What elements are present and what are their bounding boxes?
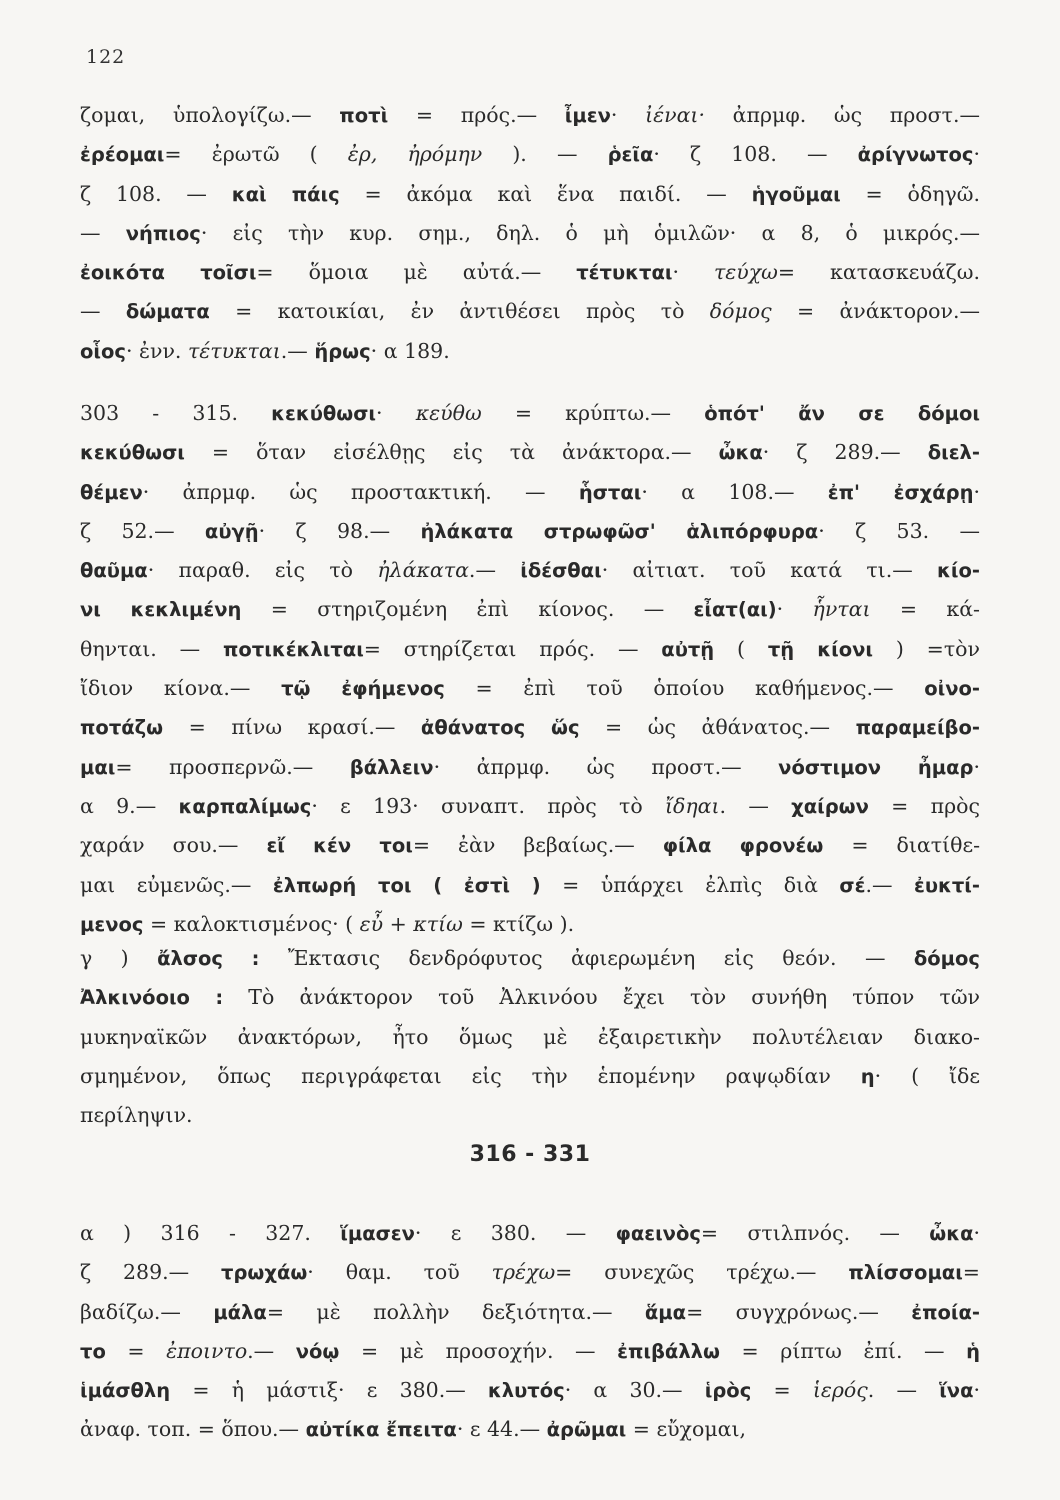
gloss-text: = ἀκόμα καὶ ἕνα παιδί. — <box>339 181 752 206</box>
lemma-term: ἐλπωρή τοι ( ἐστὶ ) <box>272 873 541 897</box>
text-line <box>80 214 980 253</box>
lemma-term: δώματα <box>125 300 210 324</box>
lemma-term: θέμεν <box>80 480 143 504</box>
gloss-text: .— <box>865 872 914 897</box>
lemma-term: βάλλειν <box>349 755 434 779</box>
text-line <box>80 1096 980 1135</box>
gloss-text: = πρός.— <box>388 103 565 127</box>
gloss-text: = ὁδηγῶ. <box>840 181 980 206</box>
gloss-text: θηνται. — <box>80 636 223 661</box>
gloss-text: γ ) <box>80 946 158 970</box>
gloss-text: = πίνω κρασί.— <box>163 715 421 740</box>
text-line <box>80 394 980 433</box>
text-line <box>80 1214 980 1253</box>
gloss-text: · <box>973 1221 980 1245</box>
text-line <box>80 292 980 331</box>
gloss-text: ζ 108. — <box>80 181 232 206</box>
gloss-text: · <box>973 1378 980 1403</box>
text-line <box>80 551 980 590</box>
gloss-text: · <box>376 401 416 425</box>
lemma-term: κλυτός <box>487 1379 565 1403</box>
lemma-term: ἱμάσθλη <box>80 1379 171 1403</box>
gloss-text: = εὔχομαι, <box>626 1417 747 1442</box>
italic-form: τέτυκται <box>187 338 281 363</box>
gloss-text: · ζ 98.— <box>258 518 421 543</box>
lemma-term: διελ- <box>927 441 980 465</box>
gloss-text: ζ 52.— <box>80 518 205 543</box>
lemma-term: αὐτῇ <box>661 637 715 661</box>
gloss-text: = στηρίζεται πρός. — <box>363 636 662 661</box>
gloss-text: ἀναφ. τοπ. = ὅπου.— <box>80 1417 306 1442</box>
lemma-term: ἐοικότα τοῖσι <box>80 261 257 285</box>
lemma-term: ἀρίγνωτος <box>857 143 974 167</box>
text-line <box>80 332 980 371</box>
lemma-term: νόστιμον ἦμαρ <box>778 755 974 779</box>
gloss-text: = μὲ πολλὴν δεξιότητα.— <box>266 1299 645 1324</box>
lemma-term: κεκύθωσι <box>80 441 185 465</box>
gloss-text: = ὅταν εἰσέλθῃς εἰς τὰ ἀνάκτορα.— <box>184 440 719 465</box>
lemma-term: ἡ <box>966 1339 980 1363</box>
paragraph-2 <box>80 394 980 944</box>
gloss-text: ἀπρμφ. ὡς πρoστ.— <box>704 103 980 127</box>
gloss-text: · α 108.— <box>641 479 828 504</box>
text-line <box>80 1253 980 1292</box>
text-line <box>80 939 980 978</box>
lemma-term: τῇ κίονι <box>767 637 874 661</box>
gloss-text: = κατασκευάζω. <box>777 260 980 285</box>
gloss-text: Ἔκτασις δενδρόφυτος ἀφιερωμένη εἰς θεόν. — <box>259 946 914 970</box>
gloss-text: · <box>776 597 813 622</box>
lemma-term: ἱρὸς <box>704 1379 752 1403</box>
gloss-text: = ἀνάκτορον.— <box>771 299 980 324</box>
gloss-text: = ἐρωτῶ ( <box>164 142 348 167</box>
gloss-text: · ζ 53. — <box>818 518 981 543</box>
italic-form: ἠλάκατα <box>377 558 469 583</box>
gloss-text: = πρὸς <box>868 793 980 818</box>
text-line <box>80 826 980 865</box>
gloss-text: σμημένον, ὅπως περιγράφεται εἰς τὴν ἑπομένην ραψῳδίαν <box>80 1063 861 1088</box>
text-line <box>80 473 980 512</box>
gloss-text: · ε 193· συναπτ. πρὸς τὸ <box>311 793 665 818</box>
lemma-term: νόῳ <box>295 1339 340 1363</box>
lemma-term: πλίσσομαι <box>848 1261 963 1285</box>
gloss-text: .— <box>247 1338 296 1363</box>
text-line <box>80 1332 980 1371</box>
lemma-term: ἡγοῦμαι <box>751 182 841 206</box>
lemma-term: ἥρως <box>314 339 371 363</box>
lemma-term: ἰδέσθαι <box>520 559 602 583</box>
gloss-text: = ἐπὶ τοῦ ὁποίου καθήμενος.— <box>444 676 925 701</box>
gloss-text: = <box>962 1260 980 1285</box>
gloss-text: .— <box>280 338 315 363</box>
text-line <box>80 512 980 551</box>
italic-form: ἴδηαι <box>664 793 720 818</box>
lemma-term: δόμος <box>913 947 980 970</box>
gloss-text: βαδίζω.— <box>80 1299 214 1324</box>
italic-form: τρέχω <box>491 1260 556 1285</box>
lemma-term: καὶ πάις <box>231 182 340 206</box>
lemma-term: κεκύθωσι <box>271 402 377 425</box>
gloss-text: · <box>973 142 980 167</box>
gloss-text: · ζ 108. — <box>653 142 858 167</box>
lemma-term: ῥεῖα <box>607 143 654 167</box>
text-line <box>80 669 980 708</box>
text-line <box>80 1293 980 1332</box>
gloss-text: · <box>610 103 646 127</box>
page-number: 122 <box>86 46 126 68</box>
lemma-term: χαίρων <box>791 794 869 818</box>
text-line <box>80 1018 980 1057</box>
lemma-term: Ἀλκινόοιο : <box>80 986 224 1010</box>
gloss-text: . — <box>867 1378 940 1403</box>
lemma-term: οἷος <box>80 339 126 363</box>
lemma-term: σέ <box>839 873 866 897</box>
text-line <box>80 866 980 905</box>
text-line <box>80 1410 980 1449</box>
italic-form: δόμος <box>709 299 772 324</box>
gloss-text: = μὲ προσοχήν. — <box>339 1338 618 1363</box>
gloss-text: ζομαι, ὑπολογίζω.— <box>80 103 340 127</box>
section-heading: 316 - 331 <box>469 1142 591 1167</box>
paragraph-1 <box>80 96 980 371</box>
italic-form: ἐρ, ἠρόμην <box>347 142 483 167</box>
lemma-term: νι κεκλιμένη <box>80 598 242 622</box>
gloss-text: α 9.— <box>80 793 179 818</box>
gloss-text: ἴδιον κίονα.— <box>80 676 282 701</box>
gloss-text: ζ 289.— <box>80 1260 222 1285</box>
lemma-term: εἴ κέν τοι <box>266 834 413 858</box>
lemma-term: ὁπότ' ἄν σε δόμοι <box>704 402 980 425</box>
lemma-term: οἰνο- <box>924 677 980 701</box>
gloss-text: · α 189. <box>370 338 450 363</box>
lemma-term: ἵνα <box>939 1379 974 1403</box>
lemma-term: τῷ ἐφήμενος <box>281 677 445 701</box>
lemma-term: ἐυκτί- <box>913 873 980 897</box>
lemma-term: το <box>80 1339 106 1363</box>
lemma-term: καρπαλίμως <box>178 794 312 818</box>
italic-form: ἧνται <box>812 597 871 622</box>
gloss-text: .— <box>468 558 521 583</box>
lemma-term: θαῦμα <box>80 559 148 583</box>
lemma-term: ἀθάνατος ὥς <box>420 716 580 740</box>
lemma-term: νήπιος <box>125 221 201 245</box>
lemma-term: εἶατ(αι) <box>693 598 777 622</box>
text-line <box>80 978 980 1017</box>
italic-form: τεύχω <box>713 260 778 285</box>
gloss-text: = στιλπνός. — <box>700 1221 930 1245</box>
gloss-text: ) =τὸν <box>873 636 980 661</box>
gloss-text: 303 - 315. <box>80 401 272 425</box>
lemma-term: ἄλσος : <box>157 947 260 970</box>
gloss-text: ( <box>714 636 768 661</box>
gloss-text: · ἀπρμφ. ὡς προστ.— <box>433 754 779 779</box>
gloss-text: = προσπερνῶ.— <box>115 754 350 779</box>
lemma-term: φαεινὸς <box>615 1222 701 1245</box>
gloss-text: μαι εὐμενῶς.— <box>80 872 273 897</box>
gloss-text: α ) 316 - 327. <box>80 1221 341 1245</box>
lemma-term: αὐτίκα ἔπειτα <box>305 1418 457 1442</box>
italic-form: κεύθω <box>415 401 482 425</box>
lemma-term: ἅμα <box>644 1300 687 1324</box>
gloss-text: Τὸ ἀνάκτορον τοῦ Ἀλκινόου ἔχει τὸν συνήθη τύπον τῶν <box>223 985 980 1010</box>
lemma-term: ποτὶ <box>339 104 389 127</box>
gloss-text: = συνεχῶς τρέχω.— <box>555 1260 849 1285</box>
gloss-text: περίληψιν. <box>80 1103 193 1128</box>
gloss-text: · ε 380. — <box>414 1221 616 1245</box>
text-line <box>80 748 980 787</box>
gloss-text: = καλοκτισμένος· ( <box>143 911 360 936</box>
text-line <box>80 1371 980 1410</box>
lemma-term: ἧσται <box>578 480 642 504</box>
text-line <box>80 630 980 669</box>
gloss-text: · ( ἴδε <box>874 1063 980 1088</box>
lemma-term: ἵμασεν <box>340 1222 415 1245</box>
paragraph-3 <box>80 939 980 1135</box>
text-line <box>80 708 980 747</box>
lemma-term: τέτυκται <box>576 261 673 285</box>
gloss-text: = κά- <box>870 597 980 622</box>
gloss-text: · εἰς τὴν κυρ. σημ., δηλ. ὁ μὴ ὁμιλῶν· α 8, ὁ μικρός.— <box>200 220 980 245</box>
lemma-term: ἐπιβάλλω <box>617 1339 720 1363</box>
gloss-text: = κατοικίαι, ἐν ἀντιθέσει πρὸς τὸ <box>209 299 710 324</box>
lemma-term: η <box>860 1064 875 1088</box>
gloss-text: μυκηναϊκῶν ἀνακτόρων, ἦτο ὅμως μὲ ἐξαιρετικὴν πολυτέλειαν διακο- <box>80 1024 980 1049</box>
lemma-term: ποτικέκλιται <box>222 637 364 661</box>
text-line <box>80 1057 980 1096</box>
gloss-text: · ἐνν. <box>125 338 188 363</box>
lemma-term: ἐπ' ἐσχάρῃ <box>827 480 974 504</box>
gloss-text: · <box>973 479 980 504</box>
text-line <box>80 433 980 472</box>
lemma-term: μάλα <box>213 1300 267 1324</box>
text-line <box>80 175 980 214</box>
gloss-text: ). — <box>482 142 608 167</box>
gloss-text: = συγχρόνως.— <box>686 1299 912 1324</box>
gloss-text: · ζ 289.— <box>762 440 928 465</box>
gloss-text: = ὡς ἀθάνατος.— <box>579 715 856 740</box>
text-line <box>80 253 980 292</box>
lemma-term: ποτάζω <box>80 716 164 740</box>
gloss-text: = ρίπτω ἐπί. — <box>719 1338 967 1363</box>
lemma-term: κίο- <box>937 559 980 583</box>
lemma-term: ἀρῶμαι <box>546 1418 627 1442</box>
gloss-text: · <box>973 754 981 779</box>
gloss-text: . — <box>719 793 792 818</box>
lemma-term: ὦκα <box>718 441 763 465</box>
gloss-text: = <box>751 1378 813 1403</box>
gloss-text: = <box>105 1338 167 1363</box>
gloss-text: = στηριζομένη ἐπὶ κίονος. — <box>241 597 694 622</box>
paragraph-4 <box>80 1214 980 1450</box>
text-line <box>80 590 980 629</box>
gloss-text: = ἡ μάστιξ· ε 380.— <box>170 1378 488 1403</box>
italic-form: ἰέναι· <box>645 103 705 127</box>
gloss-text: = διατίθε- <box>823 833 981 858</box>
lemma-term: μενος <box>80 912 144 936</box>
gloss-text: = κτίζω ). <box>462 911 575 936</box>
text-line <box>80 787 980 826</box>
gloss-text: = ὅμοια μὲ αὐτά.— <box>256 260 577 285</box>
gloss-text: — <box>80 220 126 245</box>
gloss-text: · ἀπρμφ. ὡς προστακτική. — <box>142 479 579 504</box>
italic-form: ἐποιντο <box>166 1338 248 1363</box>
italic-form: εὖ + κτίω <box>359 911 463 936</box>
text-line <box>80 96 980 135</box>
gloss-text: — <box>80 299 126 324</box>
lemma-term: παραμείβο- <box>855 716 980 740</box>
gloss-text: · παραθ. εἰς τὸ <box>147 558 378 583</box>
lemma-term: ἠλάκατα στρωφῶσ' ἁλιπόρφυρα <box>420 519 819 543</box>
lemma-term: ἐποία- <box>911 1300 980 1324</box>
lemma-term: ἶμεν <box>564 104 611 127</box>
text-line <box>80 135 980 174</box>
gloss-text: = ἐὰν βεβαίως.— <box>412 833 663 858</box>
gloss-text: · <box>672 260 714 285</box>
gloss-text: χαράν σου.— <box>80 833 267 858</box>
gloss-text: = κρύπτω.— <box>481 401 705 425</box>
lemma-term: φίλα φρονέω <box>662 834 824 858</box>
lemma-term: ἐρέομαι <box>80 143 165 167</box>
lemma-term: ὦκα <box>929 1222 974 1245</box>
gloss-text: · αἰτιατ. τοῦ κατά τι.— <box>601 558 938 583</box>
lemma-term: μαι <box>80 755 116 779</box>
gloss-text: · ε 44.— <box>456 1417 547 1442</box>
lemma-term: αὐγῇ <box>204 519 259 543</box>
lemma-term: τρωχάω <box>221 1261 308 1285</box>
italic-form: ἱερός <box>812 1378 868 1403</box>
gloss-text: = ὑπάρχει ἐλπὶς διὰ <box>540 872 840 897</box>
gloss-text: · α 30.— <box>564 1378 705 1403</box>
gloss-text: · θαμ. τοῦ <box>307 1260 492 1285</box>
